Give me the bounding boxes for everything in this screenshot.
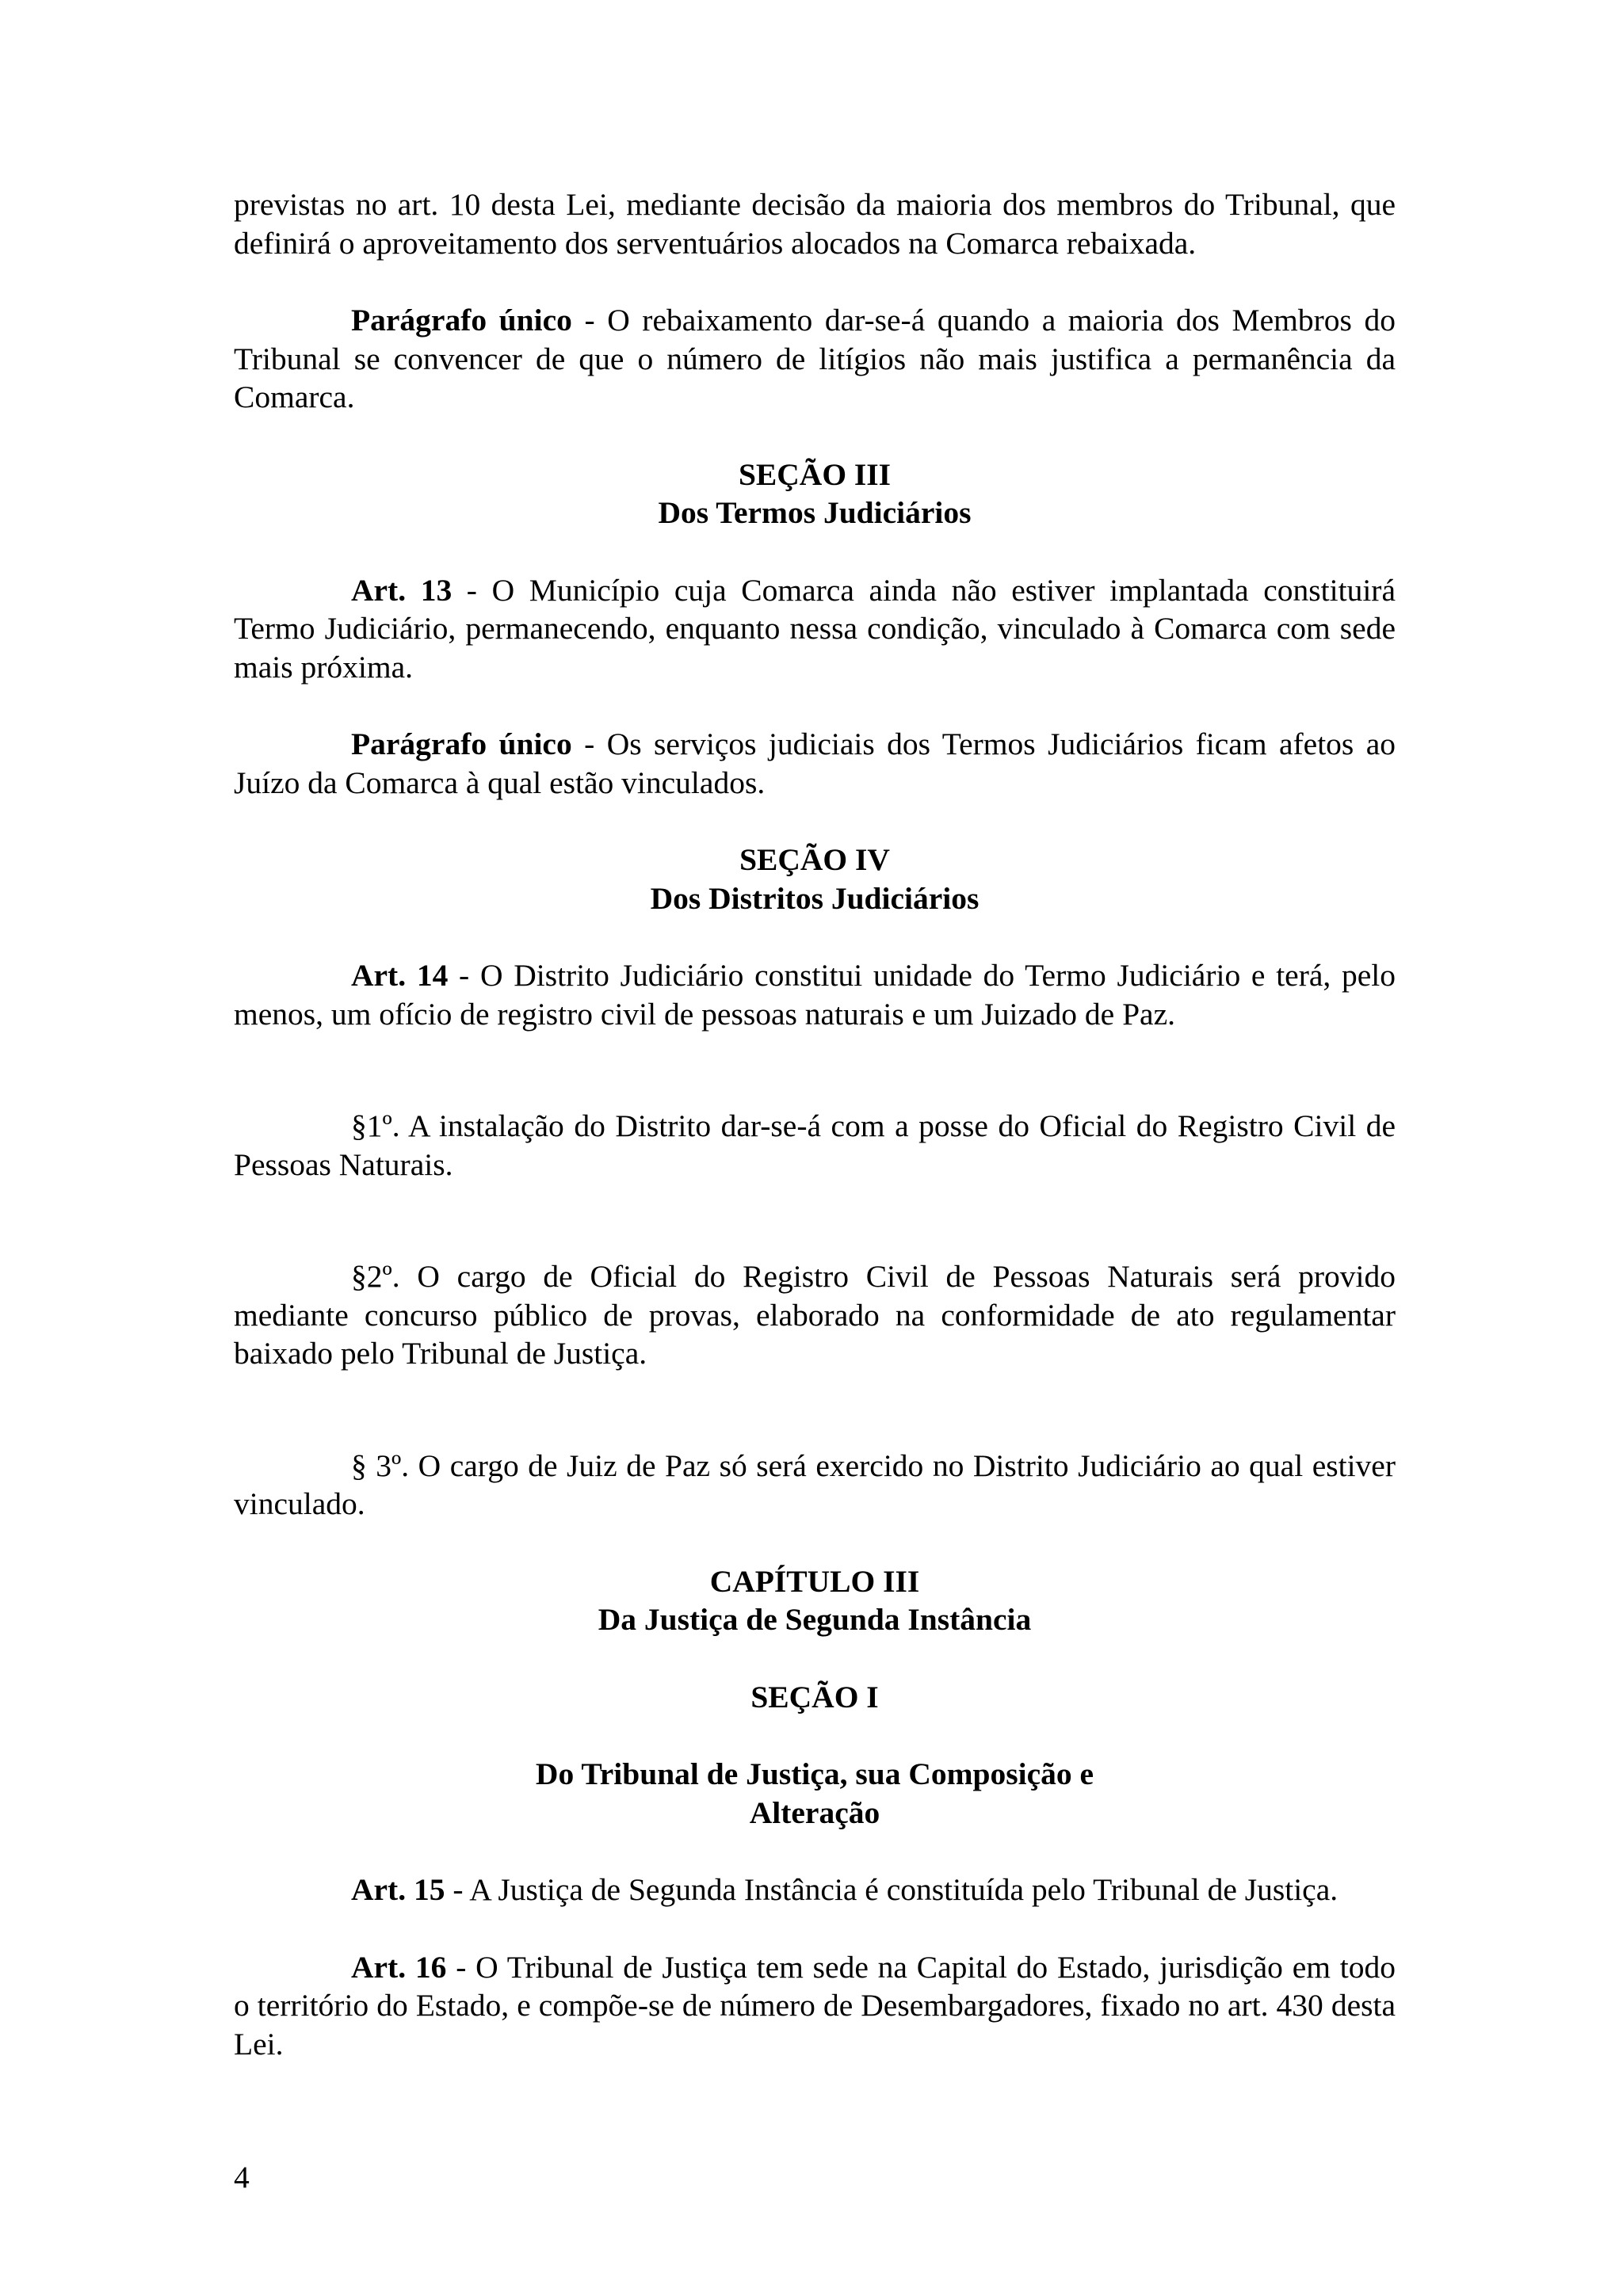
section-subtitle-line-1: Do Tribunal de Justiça, sua Composição e	[535, 1756, 1094, 1791]
capitulo-iii-heading	[234, 1562, 1396, 1639]
art15-paragraph	[234, 1871, 1396, 1909]
paragraph-label: Parágrafo único	[351, 303, 572, 338]
art13-paragrafo-unico	[234, 725, 1396, 802]
article-label: Art. 14	[351, 958, 449, 993]
chapter-subtitle: Da Justiça de Segunda Instância	[598, 1602, 1032, 1637]
page-number: 4	[234, 2160, 250, 2195]
art13-paragraph	[234, 571, 1396, 687]
article-label: Art. 13	[351, 572, 453, 608]
article-text: - O Tribunal de Justiça tem sede na Capital do Estado, jurisdição em todo o território do Estado, e compõe-se de número de Desembargadores, fixado no art. 430 desta Lei.	[234, 1949, 1396, 2061]
paragraph-text: - O rebaixamento dar-se-á quando a maioria dos Membros do Tribunal se convencer de que o número de litígios não mais justifica a permanência da Comarca.	[234, 303, 1396, 414]
article-text: - O Distrito Judiciário constitui unidade do Termo Judiciário e terá, pelo menos, um ofício de registro civil de pessoas naturais e um Juizado de Paz.	[234, 958, 1396, 1032]
section-subtitle-line-2: Alteração	[749, 1794, 880, 1830]
paragraph-label: Parágrafo único	[351, 727, 572, 761]
paragraph-text: - Os serviços judiciais dos Termos Judiciários ficam afetos ao Juízo da Comarca à qual estão vinculados.	[234, 727, 1396, 800]
document-body	[234, 185, 1396, 2063]
art14-paragraph-2: §2º. O cargo de Oficial do Registro Civil de Pessoas Naturais será provido mediante concurso público de provas, elaborado na conformidade de ato regulamentar baixado pelo Tribunal de Justiça.	[234, 1259, 1396, 1371]
article-text: - A Justiça de Segunda Instância é constituída pelo Tribunal de Justiça.	[445, 1872, 1338, 1907]
section-title: SEÇÃO IV	[739, 842, 890, 877]
secao-iv-heading	[234, 841, 1396, 917]
intro-continuation-paragraph: previstas no art. 10 desta Lei, mediante decisão da maioria dos membros do Tribunal, que definirá o aproveitamento dos serventuários alocados na Comarca rebaixada.	[234, 187, 1396, 261]
chapter-title: CAPÍTULO III	[709, 1563, 920, 1599]
art12-paragrafo-unico	[234, 301, 1396, 417]
article-text: - O Município cuja Comarca ainda não estiver implantada constituirá Termo Judiciário, permanecendo, enquanto nessa condição, vinculado à Comarca com sede mais próxima.	[234, 572, 1396, 685]
art14-paragraph-3: § 3º. O cargo de Juiz de Paz só será exercido no Distrito Judiciário ao qual estiver vinculado.	[234, 1447, 1396, 1521]
section-subtitle: Dos Distritos Judiciários	[650, 880, 980, 916]
secao-i-subtitle	[234, 1755, 1396, 1832]
article-label: Art. 15	[351, 1872, 445, 1907]
section-title: SEÇÃO III	[738, 456, 892, 492]
art14-paragraph-1: §1º. A instalação do Distrito dar-se-á com a posse do Oficial do Registro Civil de Pessoas Naturais.	[234, 1108, 1396, 1182]
secao-i-title: SEÇÃO I	[750, 1679, 879, 1714]
art14-paragraph	[234, 956, 1396, 1033]
article-label: Art. 16	[351, 1949, 447, 1985]
art16-paragraph	[234, 1948, 1396, 2064]
section-subtitle: Dos Termos Judiciários	[658, 495, 972, 530]
secao-iii-heading	[234, 456, 1396, 532]
